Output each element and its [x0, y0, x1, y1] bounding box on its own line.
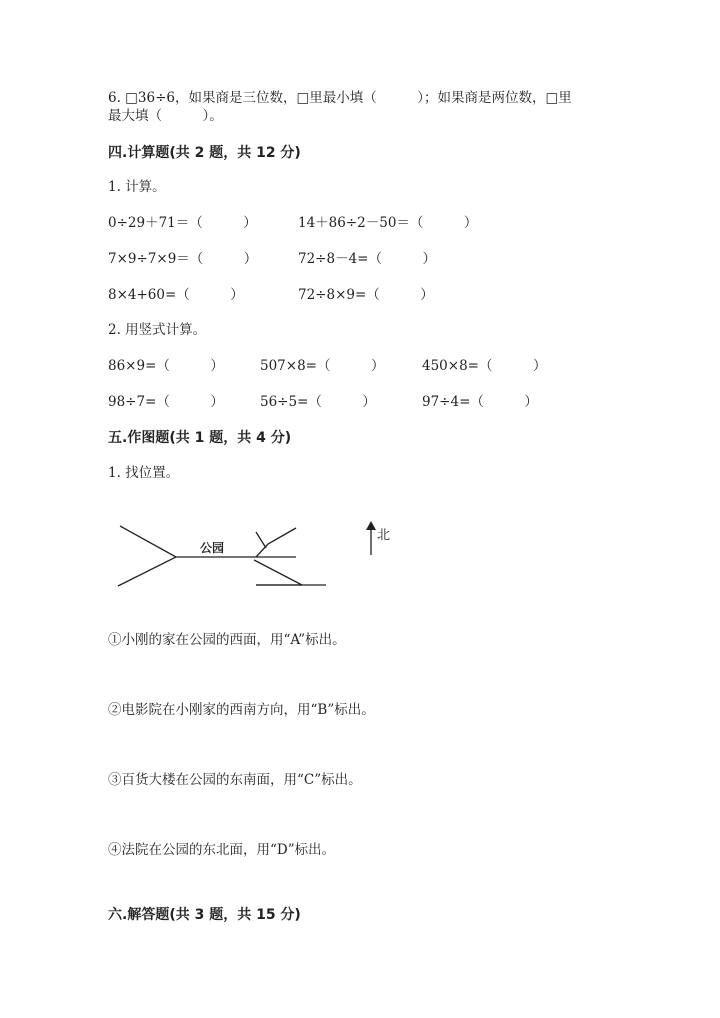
section4-q1-title: 1. 计算。: [108, 179, 166, 195]
q6-line1: 6. □36÷6，如果商是三位数，□里最小填（ ）；如果商是两位数，□里: [108, 90, 572, 106]
vertical-calc-item: 86×9=（ ）: [108, 358, 224, 374]
calc-item: 8×4+60=（ ）: [108, 287, 244, 303]
vertical-calc-item: 56÷5=（ ）: [260, 394, 376, 410]
vertical-calc-item: 97÷4=（ ）: [422, 394, 538, 410]
section4-title: 四.计算题(共 2 题，共 12 分): [108, 145, 301, 161]
vertical-calc-item: 450×8=（ ）: [422, 358, 547, 374]
q6-line2: 最大填（ ）。: [108, 108, 223, 124]
map-task: ④法院在公园的东北面，用“D”标出。: [108, 842, 336, 858]
calc-item: 72÷8－4=（ ）: [298, 251, 436, 267]
section6-title: 六.解答题(共 3 题，共 15 分): [108, 907, 301, 923]
north-label: 北: [377, 528, 391, 543]
calc-item: 7×9÷7×9＝（ ）: [108, 251, 258, 267]
section5-q1-title: 1. 找位置。: [108, 465, 180, 481]
east-road-lower: [254, 560, 302, 585]
calc-item: 14＋86÷2－50＝（ ）: [298, 215, 478, 231]
vertical-calc-item: 98÷7=（ ）: [108, 394, 224, 410]
map-task: ①小刚的家在公园的西面，用“A”标出。: [108, 632, 346, 648]
map-task: ②电影院在小刚家的西南方向，用“B”标出。: [108, 702, 375, 718]
east-road-upper-branch: [256, 532, 266, 548]
section4-q2-title: 2. 用竖式计算。: [108, 322, 207, 338]
north-arrow-head: [366, 521, 376, 530]
calc-item: 0÷29＋71＝（ ）: [108, 215, 257, 231]
map-task: ③百货大楼在公园的东南面，用“C”标出。: [108, 772, 362, 788]
park-label: 公园: [200, 541, 225, 555]
vertical-calc-item: 507×8=（ ）: [260, 358, 385, 374]
calc-item: 72÷8×9=（ ）: [298, 287, 434, 303]
section5-title: 五.作图题(共 1 题，共 4 分): [108, 430, 292, 446]
west-road-lines: [118, 526, 176, 586]
